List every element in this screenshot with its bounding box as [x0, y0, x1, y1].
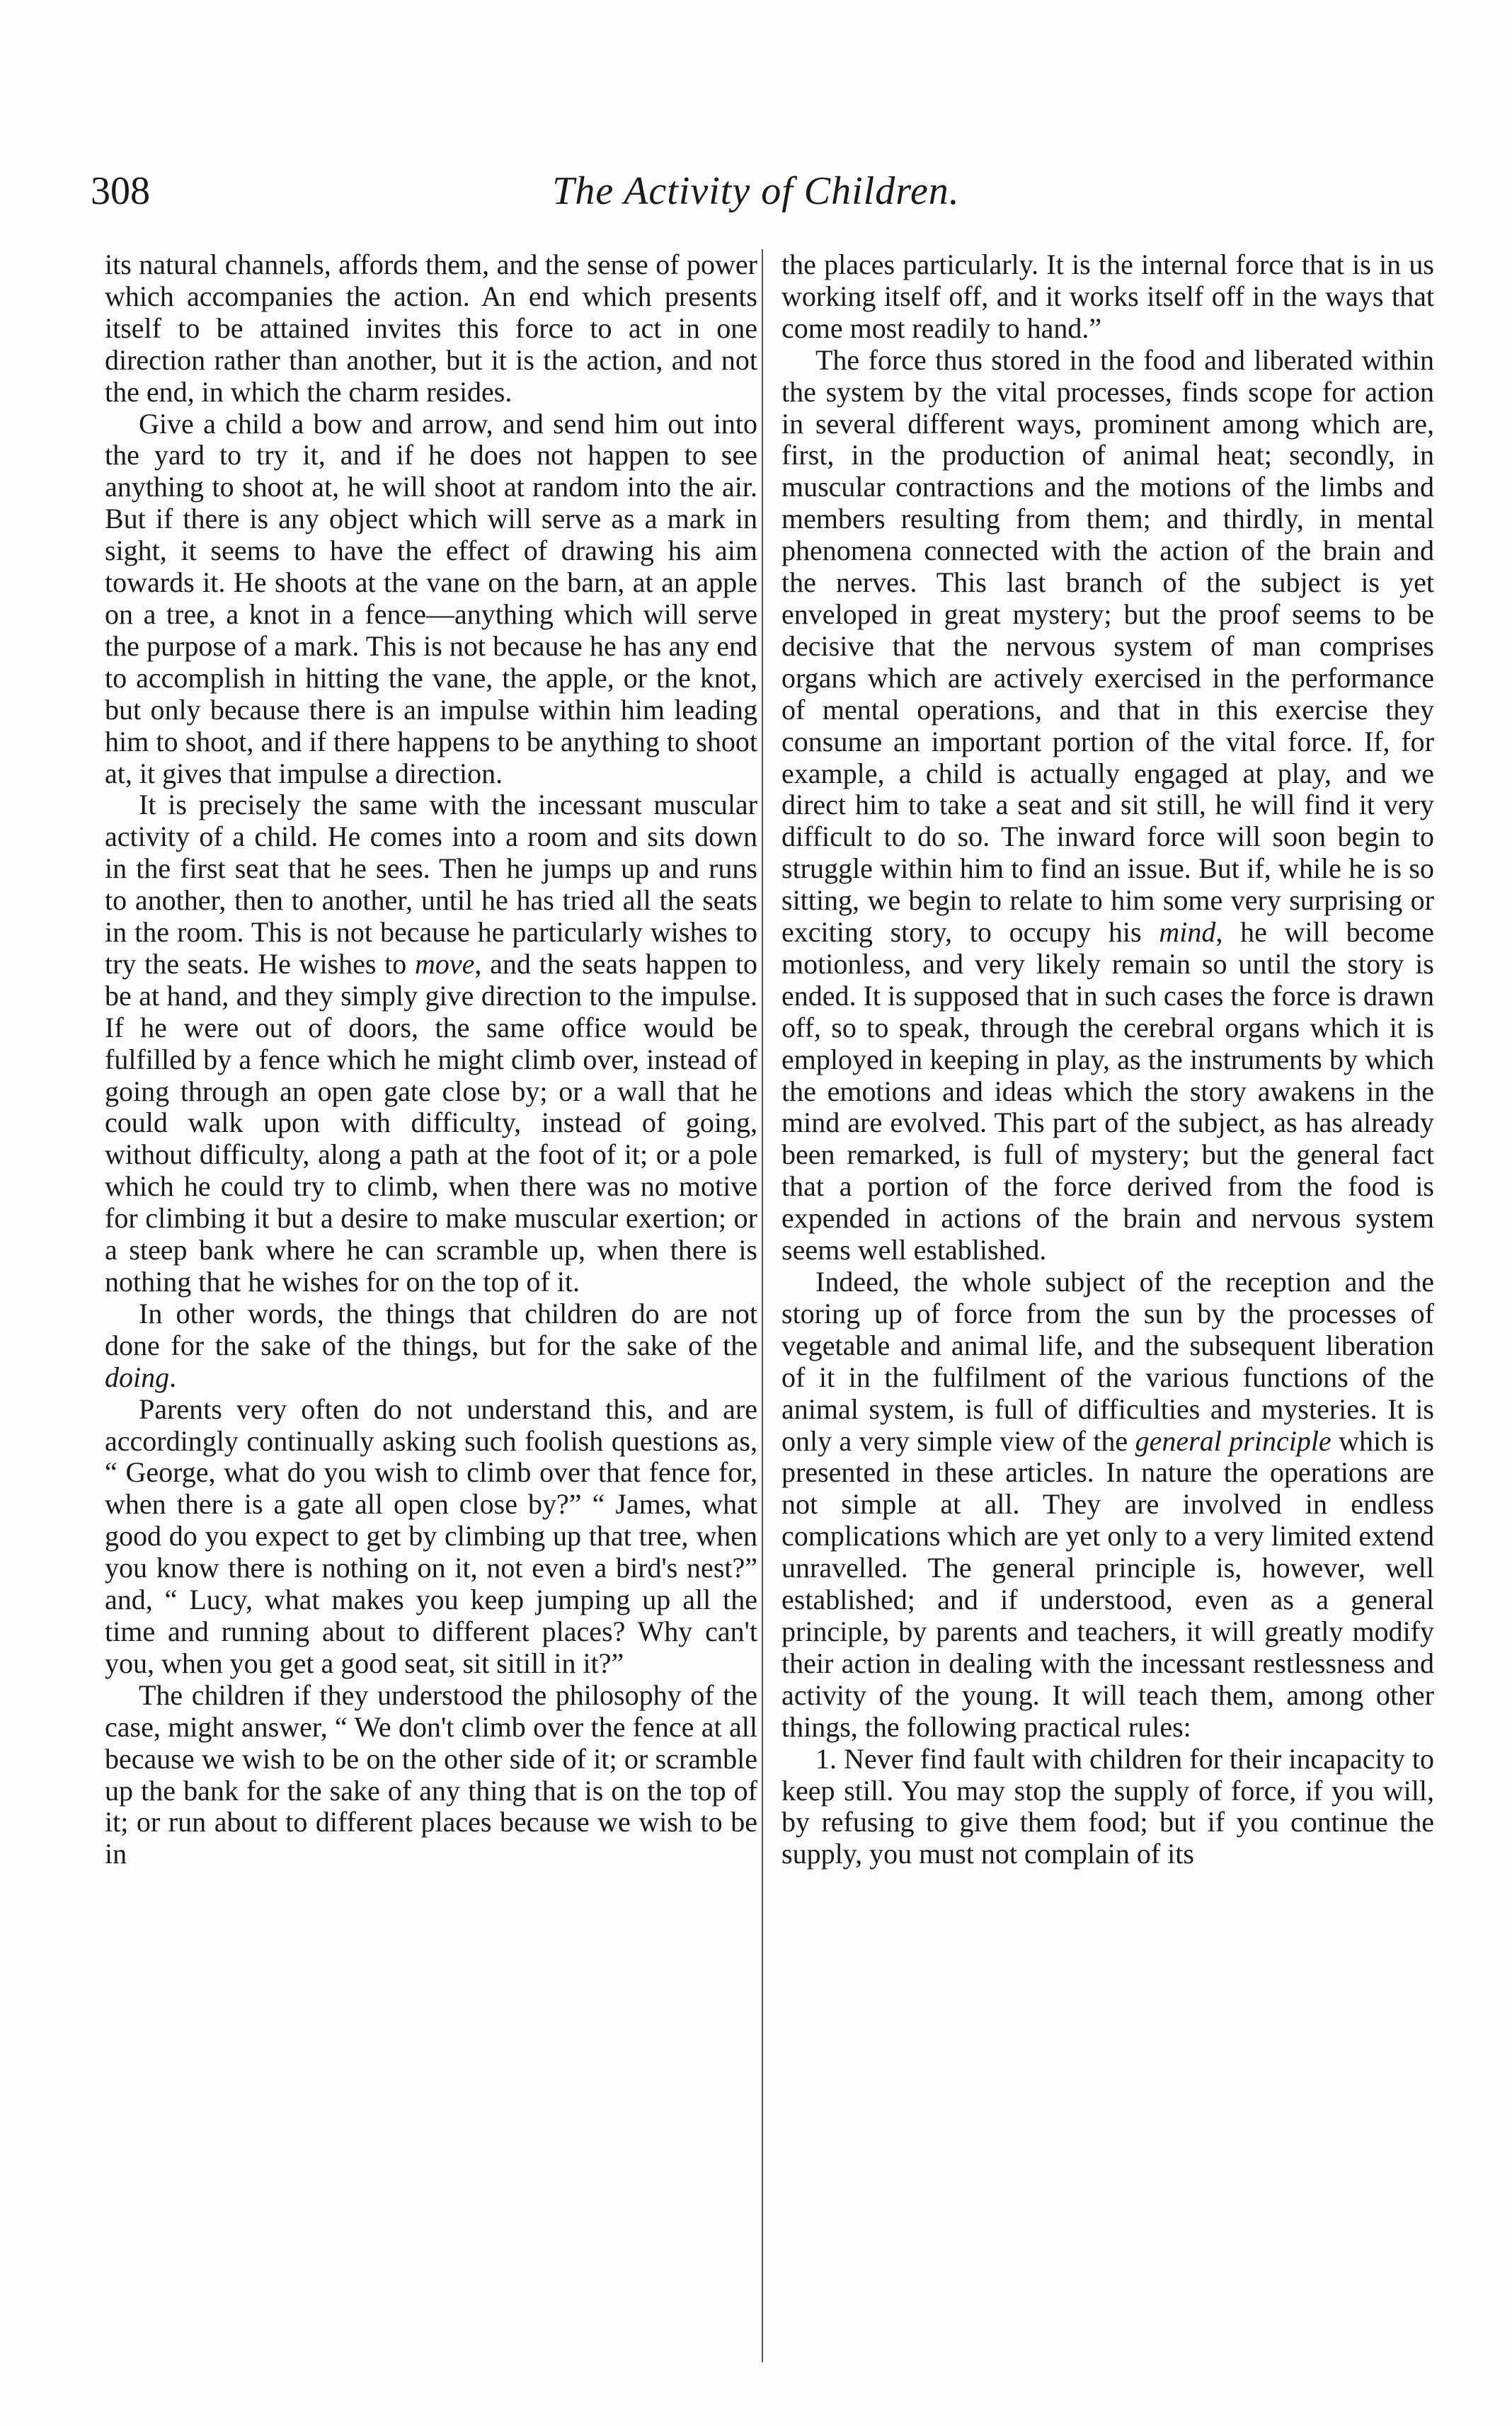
text-run: , he will become motionless, and very likely remain so until the story is ended. It is supposed that in such cases the force is drawn off, so to speak, through the cerebral organs which it is employed in keeping in play, as the instruments by which the emotions and ideas which the story awakens in the mind are evolved. This part of the subject, as has already been remarked, is full of mystery; but the general fact that a portion of the force derived from the food is expended in actions of the brain and nervous system seems well established. [781, 916, 1434, 1266]
italic-text: general principle [1135, 1424, 1331, 1457]
column-divider [762, 249, 763, 2362]
text-run: Indeed, the whole subject of the reception and the storing up of force from the sun by the processes of vegetable and animal life, and the subsequent liberation of it in the fulfilment of the various functions of the animal system, is full of difficulties and mysteries. It is only a very simple view of the [781, 1266, 1434, 1457]
italic-text: doing [105, 1361, 170, 1393]
text-run: It is precisely the same with the incessant muscular activity of a child. He comes into a room and sits down in the first seat that he sees. Then he jumps up and runs to another, then to another, until he has tried all the seats in the room. This is not because he particularly wishes to try the seats. He wishes to [105, 789, 757, 980]
text-run: In other words, the things that children do are not done for the sake of the things, but for the sake of the [105, 1297, 757, 1361]
paragraph: its natural channels, affords them, and the sense of power which accompanies the action. An end which presents itself to be attained invites this force to act in one direction rather than another, but it is the action, and not the end, in which the charm resides. [105, 248, 757, 408]
running-title: The Activity of Children. [552, 169, 960, 213]
page-header [91, 168, 1421, 225]
paragraph: Give a child a bow and arrow, and send him out into the yard to try it, and if he does not happen to see anything to shoot at, he will shoot at random into the air. But if there is any object which will serve as a mark in sight, it seems to have the effect of drawing his aim towards it. He shoots at the vane on the barn, at an apple on a tree, a knot in a fence—anything which will serve the purpose of a mark. This is not because he has any end to accomplish in hitting the vane, the apple, or the knot, but only because there is an impulse within him leading him to shoot, and if there happens to be anything to shoot at, it gives that impulse a direction. [105, 407, 757, 789]
right-column [781, 249, 1434, 1870]
text-run: , and the seats happen to be at hand, and they simply give direction to the impulse. If he were out of doors, the same office would be fulfilled by a fence which he might climb over, instead of going through an open gate close by; or a wall that he could walk upon with difficulty, instead of going, without difficulty, along a path at the foot of it; or a pole which he could try to climb, when there was no motive for climbing it but a desire to make muscular exertion; or a steep bank where he can scramble up, when there is nothing that he wishes for on the top of it. [105, 947, 757, 1298]
left-column [105, 249, 757, 1870]
italic-text: move [415, 947, 475, 980]
text-run: The force thus stored in the food and liberated within the system by the vital processes, finds scope for action in several different ways, prominent among which are, first, in the production of animal heat; secondly, in muscular contractions and the motions of the limbs and members resulting from them; and thirdly, in mental phenomena connected with the action of the brain and the nerves. This last branch of the subject is yet enveloped in great mystery; but the proof seems to be decisive that the nervous system of man comprises organs which are actively exercised in the performance of mental operations, and that in this exercise they consume an important portion of the vital force. If, for example, a child is actually engaged at play, and we direct him to take a seat and sit still, he will find it very difficult to do so. The inward force will soon begin to struggle within him to find an issue. But if, while he is so sitting, we begin to relate to him some very surprising or exciting story, to occupy his [781, 343, 1434, 949]
paragraph: the places particularly. It is the internal force that is in us working itself off, and it works itself off in the ways that come most readily to hand.” [781, 248, 1434, 344]
text-run: . [169, 1361, 177, 1393]
paragraph: The children if they understood the philosophy of the case, might answer, “ We don't climb over the fence at all because we wish to be on the other side of it; or scramble up the bank for the sake of any thing that is on the top of it; or run about to different places because we wish to be in [105, 1678, 757, 1870]
paragraph [105, 789, 757, 1298]
text-run: which is presented in these articles. In nature the operations are not simple at all. They are involved in endless complications which are yet only to a very limited extend unravelled. The general principle is, however, well established; and if understood, even as a general principle, by parents and teachers, it will greatly modify their action in dealing with the incessant restlessness and activity of the young. It will teach them, among other things, the following practical rules: [781, 1424, 1435, 1743]
paragraph [105, 1298, 757, 1394]
paragraph: Parents very often do not understand this, and are accordingly continually asking such foolish questions as, “ George, what do you wish to climb over that fence for, when there is a gate all open close by?” “ James, what good do you expect to get by climbing up that tree, when you know there is nothing on it, not even a bird's nest?” and, “ Lucy, what makes you keep jumping up all the time and running about to different places? Why can't you, when you get a good seat, sit sitill in it?” [105, 1392, 757, 1679]
paragraph [781, 345, 1434, 1266]
paragraph: 1. Never find fault with children for their incapacity to keep still. You may stop the supply of force, if you will, by refusing to give them food; but if you continue the supply, you must not complain of its [781, 1742, 1434, 1870]
paragraph [781, 1266, 1434, 1744]
italic-text: mind [1159, 916, 1216, 949]
page-number: 308 [91, 169, 150, 213]
